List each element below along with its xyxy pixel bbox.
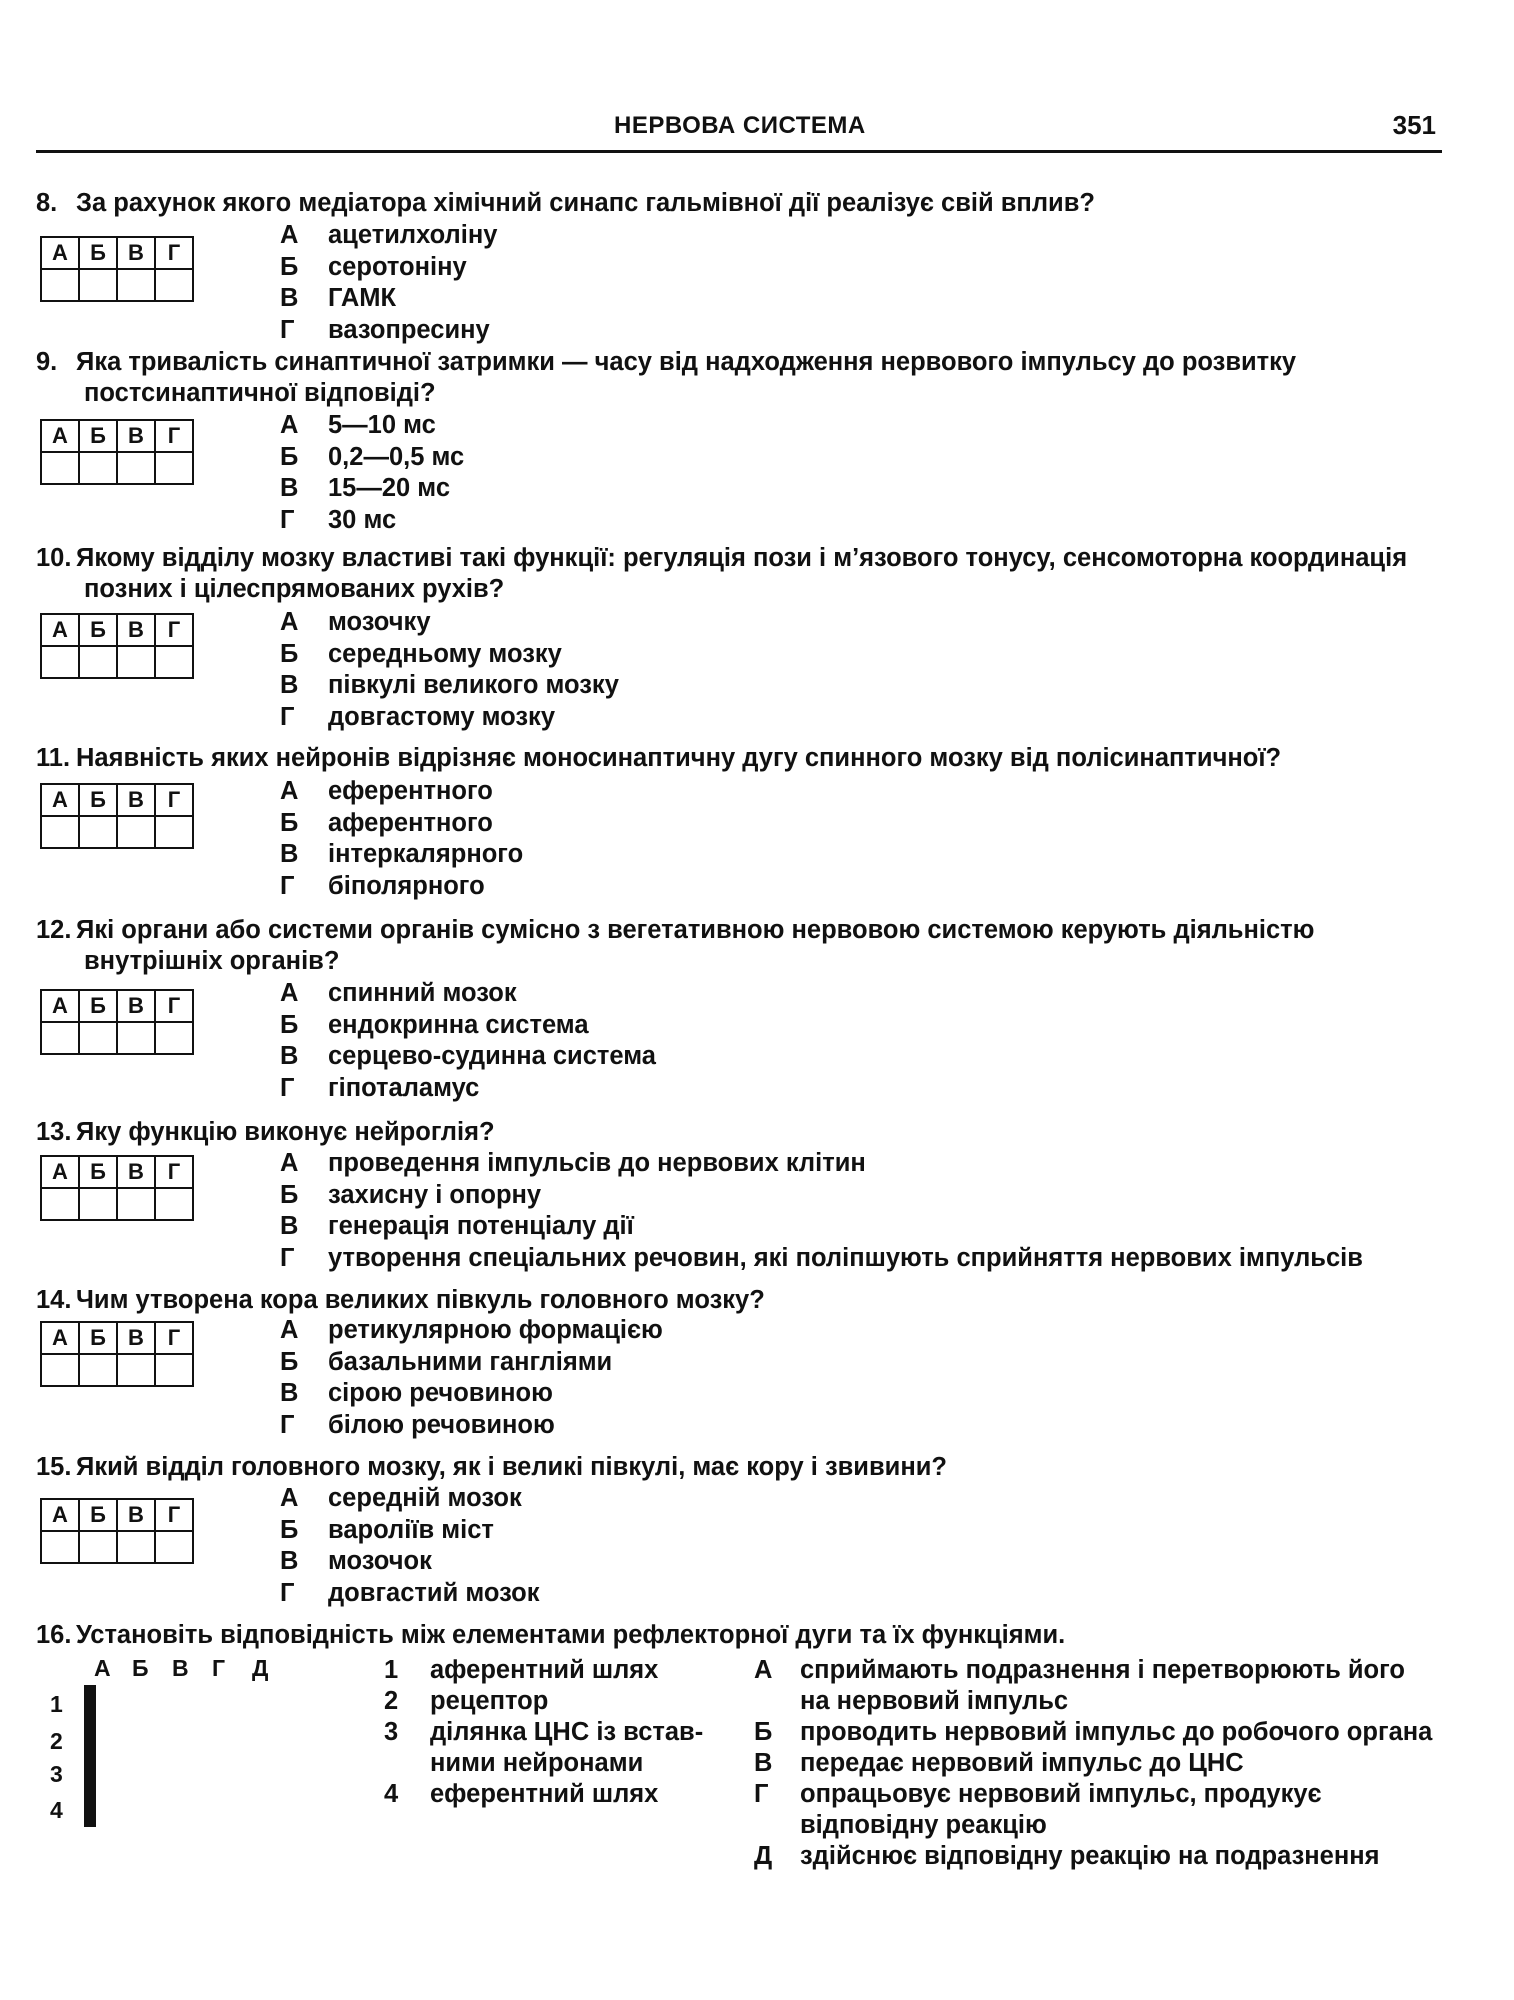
answer-cell[interactable] xyxy=(117,1531,155,1563)
matching-left-item: ними нейронами xyxy=(430,1749,644,1777)
answer-cell[interactable] xyxy=(155,1188,193,1220)
options-list xyxy=(280,410,464,536)
answer-cell[interactable] xyxy=(79,816,117,848)
grid-letter: А xyxy=(41,420,79,452)
grid-letter: В xyxy=(117,784,155,816)
answer-grid xyxy=(40,419,194,485)
option: Г утворення спеціальних речовин, які поліпшують сприйняття нервових імпульсів xyxy=(280,1243,1363,1272)
grid-letter: В xyxy=(117,1156,155,1188)
answer-cell[interactable] xyxy=(41,1022,79,1054)
option: Б захисну і опорну xyxy=(280,1180,542,1209)
option: Б середньому мозку xyxy=(280,639,562,668)
question-text: 13. Яку функцію виконує нейроглія? xyxy=(36,1118,495,1146)
question-text: 8. За рахунок якого медіатора хімічний синапс гальмівної дії реалізує свій вплив? xyxy=(36,189,1095,217)
grid-letter: А xyxy=(41,1322,79,1354)
matching-right-item: відповідну реакцію xyxy=(800,1811,1047,1839)
grid-letter: Г xyxy=(155,1156,193,1188)
matching-right-item: Д здійснює відповідну реакцію на подразнення xyxy=(754,1842,1380,1870)
question-number: 10. xyxy=(36,544,72,572)
answer-cell[interactable] xyxy=(41,269,79,301)
matching-right-item: на нервовий імпульс xyxy=(800,1687,1069,1715)
answer-cell[interactable] xyxy=(79,646,117,678)
answer-grid xyxy=(40,783,194,849)
option: А спинний мозок xyxy=(280,979,517,1007)
question-number: 8. xyxy=(36,189,58,217)
option: В 15—20 мс xyxy=(280,474,451,502)
answer-cell[interactable] xyxy=(41,452,79,484)
answer-cell[interactable] xyxy=(79,269,117,301)
grid-letter: Г xyxy=(155,990,193,1022)
answer-cell[interactable] xyxy=(155,1022,193,1054)
option: Г довгастий мозок xyxy=(280,1578,540,1607)
option: Б вароліїв міст xyxy=(280,1515,494,1544)
answer-cell[interactable] xyxy=(117,646,155,678)
answer-cell[interactable] xyxy=(93,1791,95,1826)
option: Г білою речовиною xyxy=(280,1410,555,1439)
option: Б аферентного xyxy=(280,808,493,837)
option: Б базальними гангліями xyxy=(280,1347,613,1376)
answer-cell[interactable] xyxy=(117,269,155,301)
answer-cell[interactable] xyxy=(155,452,193,484)
options-list xyxy=(280,220,497,346)
option: Г 30 мс xyxy=(280,505,397,534)
answer-cell[interactable] xyxy=(41,816,79,848)
question-10 xyxy=(36,543,1456,731)
matching-right-item: А сприймають подразнення і перетворюють його xyxy=(754,1656,1405,1684)
question-text: 11. Наявність яких нейронів відрізняє моносинаптичну дугу спинного мозку від полісинаптичної? xyxy=(36,744,1282,772)
question-number: 15. xyxy=(36,1453,72,1481)
option: А проведення імпульсів до нервових клітин xyxy=(280,1149,866,1177)
question-text: 16. Установіть відповідність між елементами рефлекторної дуги та їх функціями. xyxy=(36,1621,1066,1649)
options-list xyxy=(280,978,656,1104)
grid-letter: В xyxy=(117,614,155,646)
answer-cell[interactable] xyxy=(79,1022,117,1054)
answer-grid xyxy=(40,989,194,1055)
grid-letter: Б xyxy=(79,237,117,269)
question-16 xyxy=(36,1620,1456,1651)
option: А 5—10 мс xyxy=(280,411,436,439)
grid-row-number: 2 xyxy=(50,1728,63,1754)
question-13 xyxy=(36,1117,1456,1272)
grid-letter: А xyxy=(41,237,79,269)
option: А середній мозок xyxy=(280,1484,522,1512)
option: В інтеркалярного xyxy=(280,840,524,868)
answer-cell[interactable] xyxy=(41,1188,79,1220)
option: Б 0,2—0,5 мс xyxy=(280,442,465,471)
page-header xyxy=(36,104,1442,153)
matching-left-item: 3 ділянка ЦНС із встав- xyxy=(384,1718,704,1746)
grid-letter: В xyxy=(117,1322,155,1354)
grid-letter: В xyxy=(117,420,155,452)
answer-cell[interactable] xyxy=(41,646,79,678)
answer-grid xyxy=(40,1321,194,1387)
answer-cell[interactable] xyxy=(117,452,155,484)
answer-cell[interactable] xyxy=(155,1531,193,1563)
answer-cell[interactable] xyxy=(117,816,155,848)
question-text: 15. Який відділ головного мозку, як і великі півкулі, має кору і звивини? xyxy=(36,1453,947,1481)
question-number: 14. xyxy=(36,1286,72,1314)
options-list xyxy=(280,776,523,902)
grid-letter: В xyxy=(117,237,155,269)
option: В мозочок xyxy=(280,1547,432,1575)
grid-letter: Г xyxy=(155,1322,193,1354)
option: В півкулі великого мозку xyxy=(280,671,619,699)
question-14 xyxy=(36,1285,1456,1439)
matching-right-item: В передає нервовий імпульс до ЦНС xyxy=(754,1749,1244,1777)
matching-left-item: 2 рецептор xyxy=(384,1687,549,1715)
grid-letter: Б xyxy=(79,784,117,816)
option: В ГАМК xyxy=(280,284,397,312)
matching-right-item: Г опрацьовує нервовий імпульс, продукує xyxy=(754,1780,1322,1808)
matching-right-item: Б проводить нервовий імпульс до робочого органа xyxy=(754,1718,1433,1746)
answer-cell[interactable] xyxy=(93,1686,95,1721)
grid-letter: А xyxy=(41,1499,79,1531)
option: А ретикулярною формацією xyxy=(280,1316,663,1344)
grid-letter: А xyxy=(41,1156,79,1188)
grid-col-letter: Г xyxy=(212,1655,226,1681)
grid-row-number: 3 xyxy=(50,1761,63,1787)
grid-letter: В xyxy=(117,990,155,1022)
answer-cell[interactable] xyxy=(117,1022,155,1054)
grid-letter: Г xyxy=(155,1499,193,1531)
option: Б ендокринна система xyxy=(280,1010,589,1039)
grid-letter: А xyxy=(41,614,79,646)
grid-col-letter: Д xyxy=(252,1655,269,1681)
option: Г вазопресину xyxy=(280,315,490,344)
options-list xyxy=(280,1483,540,1609)
answer-cell[interactable] xyxy=(79,1354,117,1386)
answer-cell[interactable] xyxy=(79,1188,117,1220)
answer-cell[interactable] xyxy=(79,1531,117,1563)
question-text: 10. Якому відділу мозку властиві такі функції: регуляція пози і м’язового тонусу, сенсомоторна координація позних і цілеспрямованих рухів? xyxy=(36,544,1408,603)
grid-letter: Б xyxy=(79,420,117,452)
option: А мозочку xyxy=(280,608,431,636)
option: А еферентного xyxy=(280,777,493,805)
option: В серцево-судинна система xyxy=(280,1042,656,1070)
answer-cell[interactable] xyxy=(117,1188,155,1220)
question-text: 14. Чим утворена кора великих півкуль головного мозку? xyxy=(36,1286,765,1314)
answer-grid xyxy=(40,1498,194,1564)
option: А ацетилхоліну xyxy=(280,221,498,249)
question-8 xyxy=(36,188,1456,344)
option: В сірою речовиною xyxy=(280,1379,553,1407)
option: Б серотоніну xyxy=(280,252,467,281)
grid-row-number: 4 xyxy=(50,1797,63,1823)
section-title: НЕРВОВА СИСТЕМА xyxy=(614,112,866,139)
grid-letter: Б xyxy=(79,614,117,646)
grid-letter: В xyxy=(117,1499,155,1531)
grid-letter: Б xyxy=(79,990,117,1022)
answer-cell[interactable] xyxy=(93,1721,95,1756)
options-list xyxy=(280,1315,663,1441)
grid-letter: Г xyxy=(155,237,193,269)
option: Г гіпоталамус xyxy=(280,1073,480,1102)
answer-cell[interactable] xyxy=(93,1756,95,1791)
answer-cell[interactable] xyxy=(41,1354,79,1386)
question-text: 9. Яка тривалість синаптичної затримки — часу від надходження нервового імпульсу до розвитку постсинаптичної відповіді? xyxy=(36,348,1297,407)
option: Г біполярного xyxy=(280,871,485,900)
matching-left-item: 1 аферентний шлях xyxy=(384,1656,659,1684)
question-number: 9. xyxy=(36,348,58,376)
question-11 xyxy=(36,743,1456,900)
answer-cell[interactable] xyxy=(155,1354,193,1386)
grid-letter: Б xyxy=(79,1156,117,1188)
grid-letter: Б xyxy=(79,1499,117,1531)
options-list xyxy=(280,607,619,733)
grid-col-letter: А xyxy=(94,1655,111,1681)
option: Г довгастому мозку xyxy=(280,702,555,731)
question-number: 12. xyxy=(36,916,72,944)
question-12 xyxy=(36,915,1456,1102)
answer-grid xyxy=(40,236,194,302)
grid-col-letter: В xyxy=(172,1655,189,1681)
option: В генерація потенціалу дії xyxy=(280,1212,634,1240)
answer-cell[interactable] xyxy=(155,816,193,848)
matching-grid-cells xyxy=(84,1685,96,1827)
answer-cell[interactable] xyxy=(79,452,117,484)
answer-grid xyxy=(40,613,194,679)
matching-left-item: 4 еферентний шлях xyxy=(384,1780,659,1808)
options-list xyxy=(280,1148,1363,1274)
grid-letter: Г xyxy=(155,784,193,816)
answer-cell[interactable] xyxy=(155,269,193,301)
question-number: 11. xyxy=(36,744,71,772)
question-15 xyxy=(36,1452,1456,1607)
answer-cell[interactable] xyxy=(155,646,193,678)
question-text: 12. Які органи або системи органів сумісно з вегетативною нервовою системою керують діяльністю внутрішніх органів? xyxy=(36,916,1315,975)
page-number: 351 xyxy=(1392,110,1436,140)
grid-letter: А xyxy=(41,784,79,816)
grid-letter: А xyxy=(41,990,79,1022)
answer-cell[interactable] xyxy=(117,1354,155,1386)
grid-letter: Б xyxy=(79,1322,117,1354)
answer-grid xyxy=(40,1155,194,1221)
grid-row-number: 1 xyxy=(50,1691,63,1717)
grid-letter: Г xyxy=(155,420,193,452)
grid-col-letter: Б xyxy=(132,1655,149,1681)
answer-cell[interactable] xyxy=(41,1531,79,1563)
grid-letter: Г xyxy=(155,614,193,646)
question-9 xyxy=(36,347,1456,534)
question-number: 16. xyxy=(36,1621,72,1649)
question-number: 13. xyxy=(36,1118,72,1146)
